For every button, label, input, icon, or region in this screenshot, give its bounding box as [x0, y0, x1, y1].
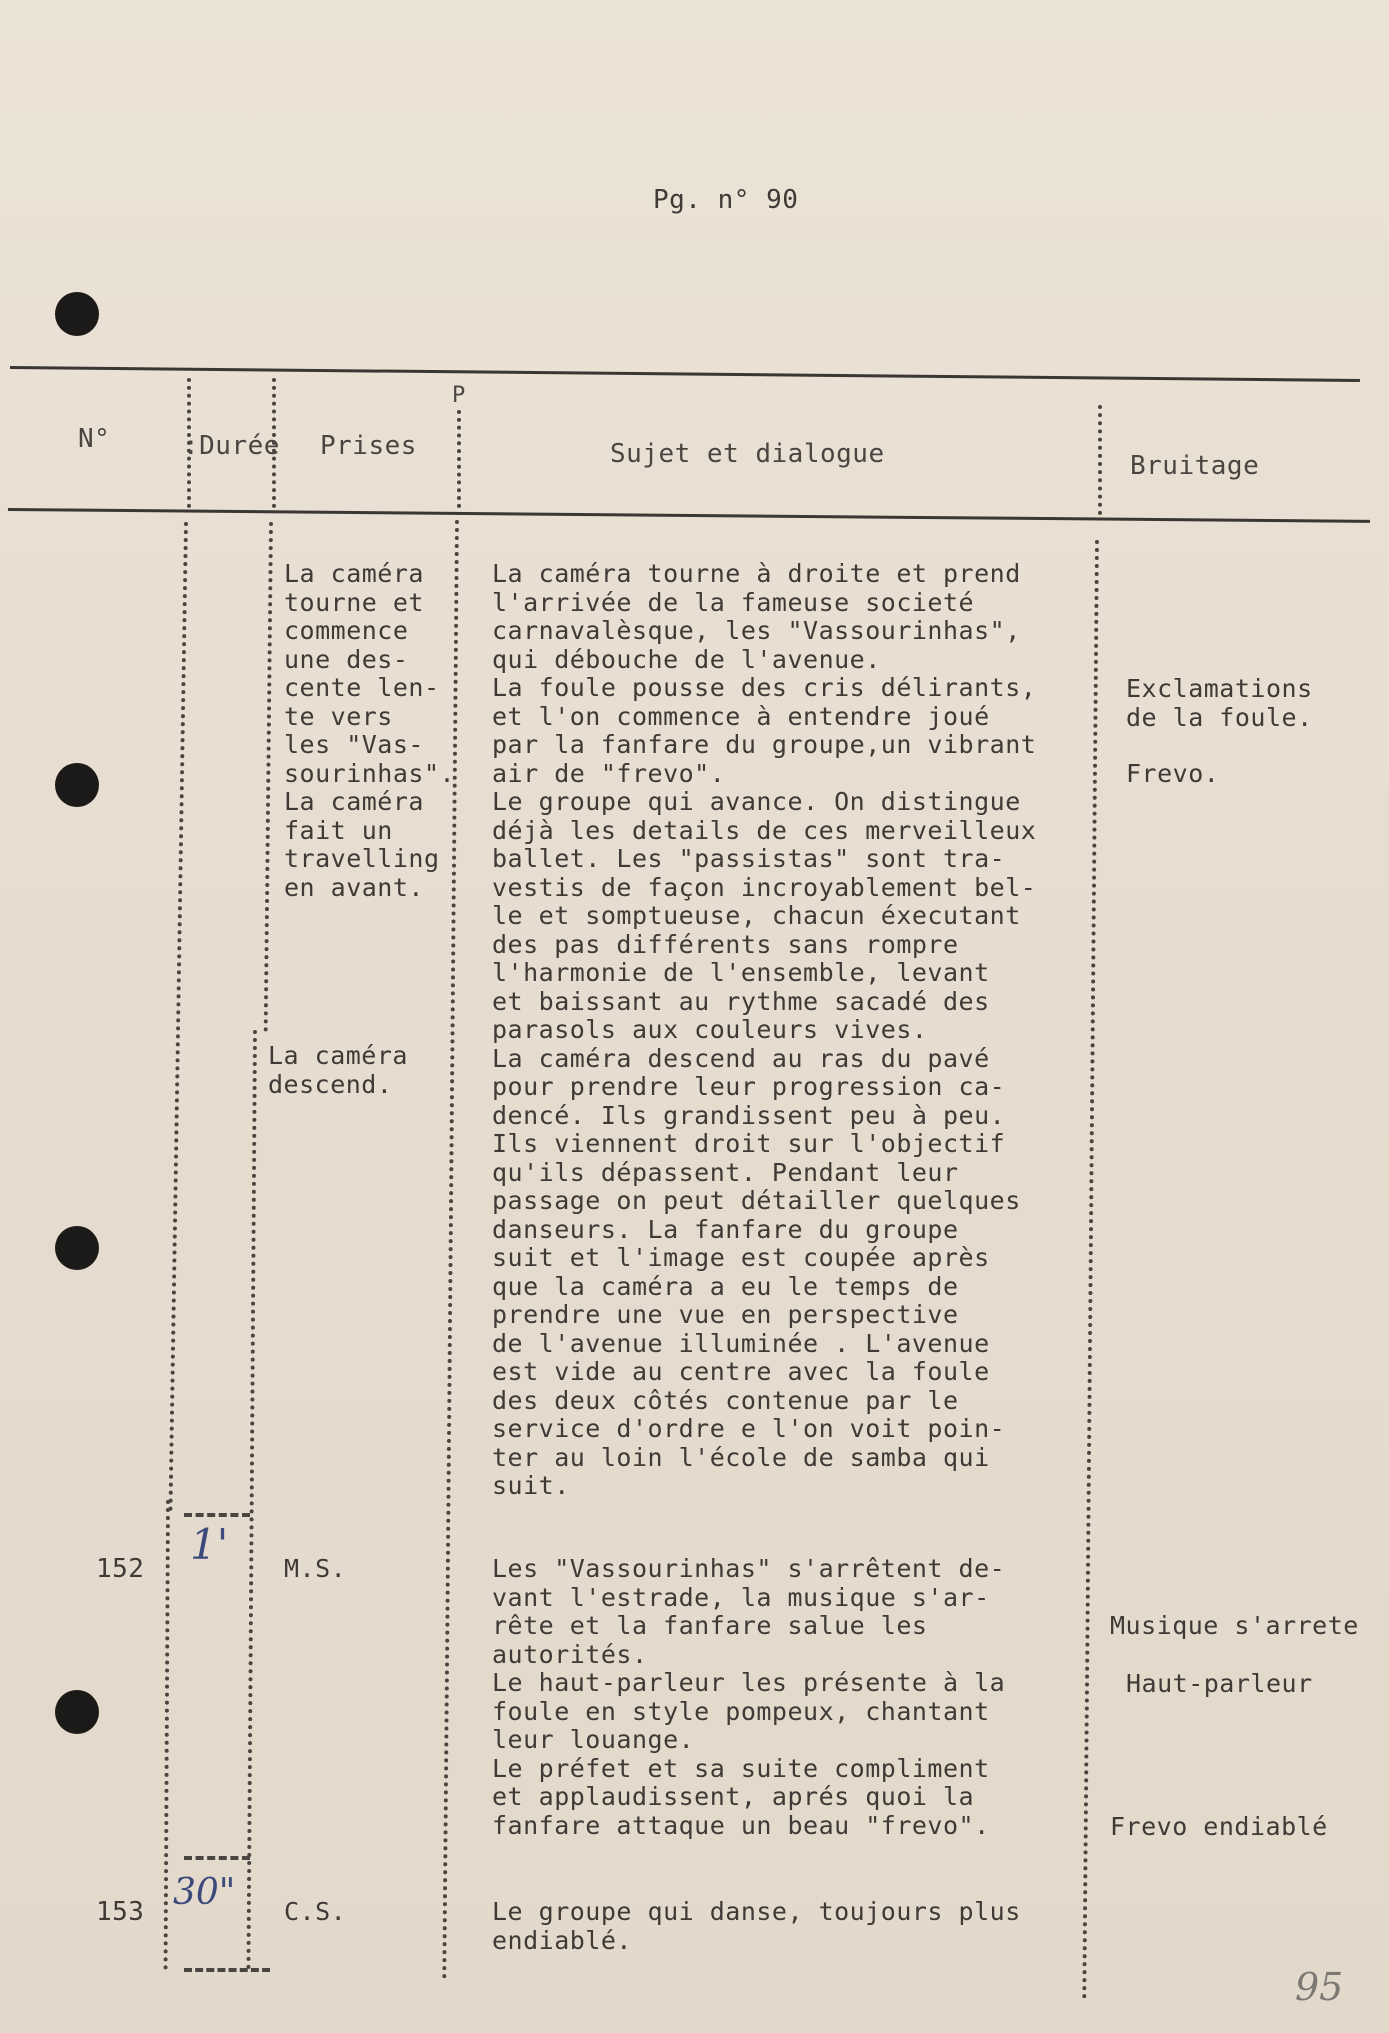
header-no: N° [78, 424, 111, 454]
block2-bruitage-a: Musique s'arrete [1110, 1611, 1359, 1640]
block1-prises-a: La caméra tourne et commence une des- cente len- te vers les "Vas- sourinhas". La caméra fait un travelling en avant. [284, 559, 456, 902]
column-separator [168, 522, 188, 1512]
column-separator [246, 1030, 257, 1970]
shot-separator [184, 1513, 250, 1517]
block2-bruitage-b: Haut-parleur [1126, 1669, 1313, 1698]
punch-hole [55, 1226, 99, 1270]
block2-sujet: Les "Vassourinhas" s'arrêtent de- vant l'estrade, la musique s'ar- rête et la fanfare salue les autorités. Le haut-parleur les présente à la foule en style pompeux, chantant leur louange. Le préfet et sa suite compliment et applaudissent, aprés quoi la fanfare attaque un beau "frevo". [492, 1554, 1006, 1840]
header-p: P [452, 383, 466, 408]
punch-hole [55, 1690, 99, 1734]
block1-bruitage-b: Frevo. [1126, 759, 1220, 788]
block2-prises: M.S. [284, 1554, 347, 1583]
header-bottom-rule [8, 508, 1370, 523]
column-separator [164, 1500, 170, 1970]
shot-separator [184, 1968, 270, 1972]
shot-separator [184, 1856, 250, 1860]
punch-hole [55, 292, 99, 336]
column-separator [264, 522, 273, 1032]
block2-duree: 1' [190, 1520, 229, 1569]
block3-no: 153 [96, 1897, 145, 1927]
block3-duree: 30" [173, 1872, 236, 1913]
block2-bruitage-c: Frevo endiablé [1110, 1812, 1328, 1841]
header-top-rule [10, 366, 1360, 382]
punch-hole [55, 763, 99, 807]
column-separator [1082, 540, 1099, 2000]
block1-bruitage-a: Exclamations de la foule. [1126, 674, 1313, 732]
header-sujet: Sujet et dialogue [610, 439, 885, 469]
block3-prises: C.S. [284, 1897, 347, 1926]
block3-sujet: Le groupe qui danse, toujours plus endiablé. [492, 1897, 1021, 1955]
header-prises: Prises [320, 431, 417, 461]
block1-sujet: La caméra tourne à droite et prend l'arrivée de la fameuse societé carnavalèsque, les "Vassourinhas", qui débouche de l'avenue. La foule pousse des cris délirants, et l'on commence à entendre joué par la fanfare du groupe,un vibrant air de "frevo". Le groupe qui avance. On distingue déjà les details de ces merveilleux ballet. Les "passistas" sont tra- vestis de façon incroyablement bel- le et somptueuse, chacun éxecutant des pas différents sans rompre l'harmonie de l'ensemble, levant et baissant au rythme sacadé des parasols aux couleurs vives. La caméra descend au ras du pavé pour prendre leur progression ca- dencé. Ils grandissent peu à peu. Ils viennent droit sur l'objectif qu'ils dépassent. Pendant leur passage on peut détailler quelques danseurs. La fanfare du groupe suit et l'image est coupée après que la caméra a eu le temps de prendre une vue en perspective de l'avenue illuminée . L'avenue est vide au centre avec la foule des deux côtés contenue par le service d'ordre e l'on voit poin- ter au loin l'école de samba qui suit. [492, 559, 1037, 1500]
header-duree: :Durée [183, 431, 280, 461]
header-bruitage: Bruitage [1130, 451, 1260, 481]
column-separator [1098, 405, 1102, 515]
corner-page-number: 95 [1295, 1965, 1344, 2009]
page-label: Pg. n° 90 [653, 185, 799, 215]
block1-prises-b: La caméra descend. [268, 1041, 408, 1099]
column-separator [457, 410, 461, 508]
block2-no: 152 [96, 1554, 145, 1584]
